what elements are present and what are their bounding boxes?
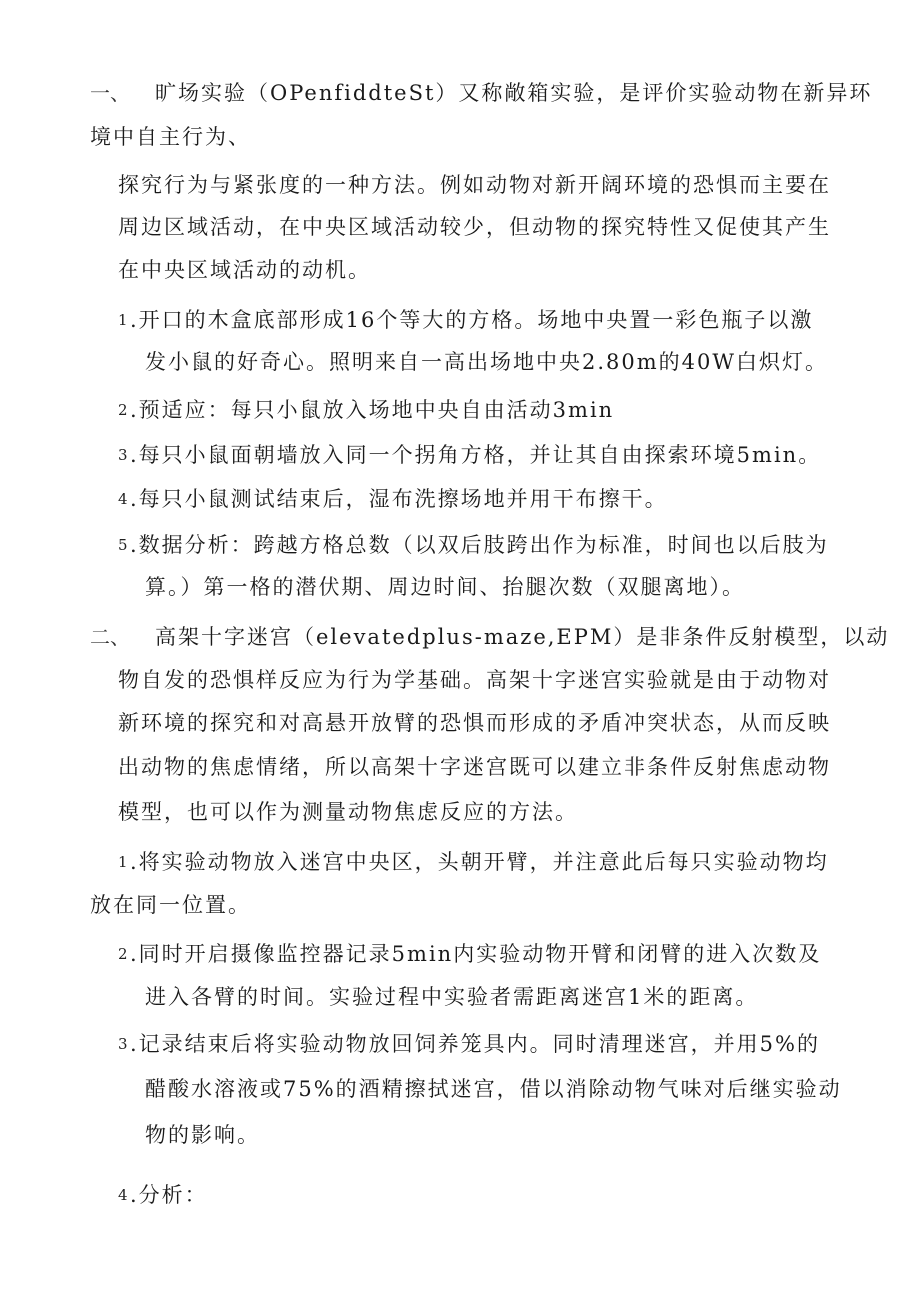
list-item-text: .开口的木盒底部形成16个等大的方格。场地中央置一彩色瓶子以激 [130,308,814,332]
section-2-text-line: 物自发的恐惧样反应为行为学基础。高架十字迷宫实验就是由于动物对 [118,668,831,692]
section-2-number: 二、 [90,625,130,649]
list-item-text: 放在同一位置。 [90,893,251,917]
list-item-text: .同时开启摄像监控器记录5min内实验动物开臂和闭臂的进入次数及 [130,942,822,966]
list-item-number: 2 [118,401,128,419]
list-item-text: .每只小鼠面朝墙放入同一个拐角方格，并让其自由探索环境5min。 [130,443,822,467]
section-2-text-line: 出动物的焦虑情绪，所以高架十字迷宫既可以建立非条件反射焦虑动物 [118,755,831,779]
list-item-text: .每只小鼠测试结束后，湿布洗擦场地并用干布擦干。 [130,487,668,511]
list-item-text: .预适应：每只小鼠放入场地中央自由活动3min [130,398,615,422]
section-2-text-line: 新环境的探究和对高悬开放臂的恐惧而形成的矛盾冲突状态，从而反映 [118,711,831,735]
list-item-number: 1 [118,311,128,329]
section-1-text-line: 探究行为与紧张度的一种方法。例如动物对新开阔环境的恐惧而主要在 [118,173,831,197]
list-item-number: 4 [118,1186,128,1204]
list-item-number: 3 [118,446,128,464]
list-item-text: 物的影响。 [145,1123,260,1147]
list-item-number: 3 [118,1035,128,1053]
section-1-text-line: 在中央区域活动的动机。 [118,258,371,282]
section-2-text-line: 模型，也可以作为测量动物焦虑反应的方法。 [118,800,578,824]
section-1-number: 一、 [90,81,130,105]
section-1-text-line: 旷场实验（OPenfiddteSt）又称敞箱实验，是评价实验动物在新异环 [155,81,873,105]
list-item-text: .分析： [130,1183,208,1207]
list-item-number: 1 [118,853,128,871]
list-item-number: 2 [118,945,128,963]
list-item-text: .将实验动物放入迷宫中央区，头朝开臂，并注意此后每只实验动物均 [130,850,829,874]
list-item-text: .记录结束后将实验动物放回饲养笼具内。同时清理迷宫，并用5%的 [130,1032,820,1056]
section-1-text-line: 周边区域活动，在中央区域活动较少，但动物的探究特性又促使其产生 [118,215,831,239]
list-item-number: 5 [118,536,128,554]
section-1-text-line: 境中自主行为、 [90,125,251,149]
list-item-text: 发小鼠的好奇心。照明来自一高出场地中央2.80m的40W白炽灯。 [145,350,828,374]
list-item-number: 4 [118,490,128,508]
section-2-text-line: 高架十字迷宫（elevatedplus-maze,EPM）是非条件反射模型，以动 [155,625,890,649]
list-item-text: 醋酸水溶液或75%的酒精擦拭迷宫，借以消除动物气味对后继实验动 [145,1077,842,1101]
list-item-text: 进入各臂的时间。实验过程中实验者需距离迷宫1米的距离。 [145,985,759,1009]
list-item-text: 算。）第一格的潜伏期、周边时间、抬腿次数（双腿离地）。 [145,575,745,599]
list-item-text: .数据分析：跨越方格总数（以双后肢跨出作为标准，时间也以后肢为 [130,533,829,557]
